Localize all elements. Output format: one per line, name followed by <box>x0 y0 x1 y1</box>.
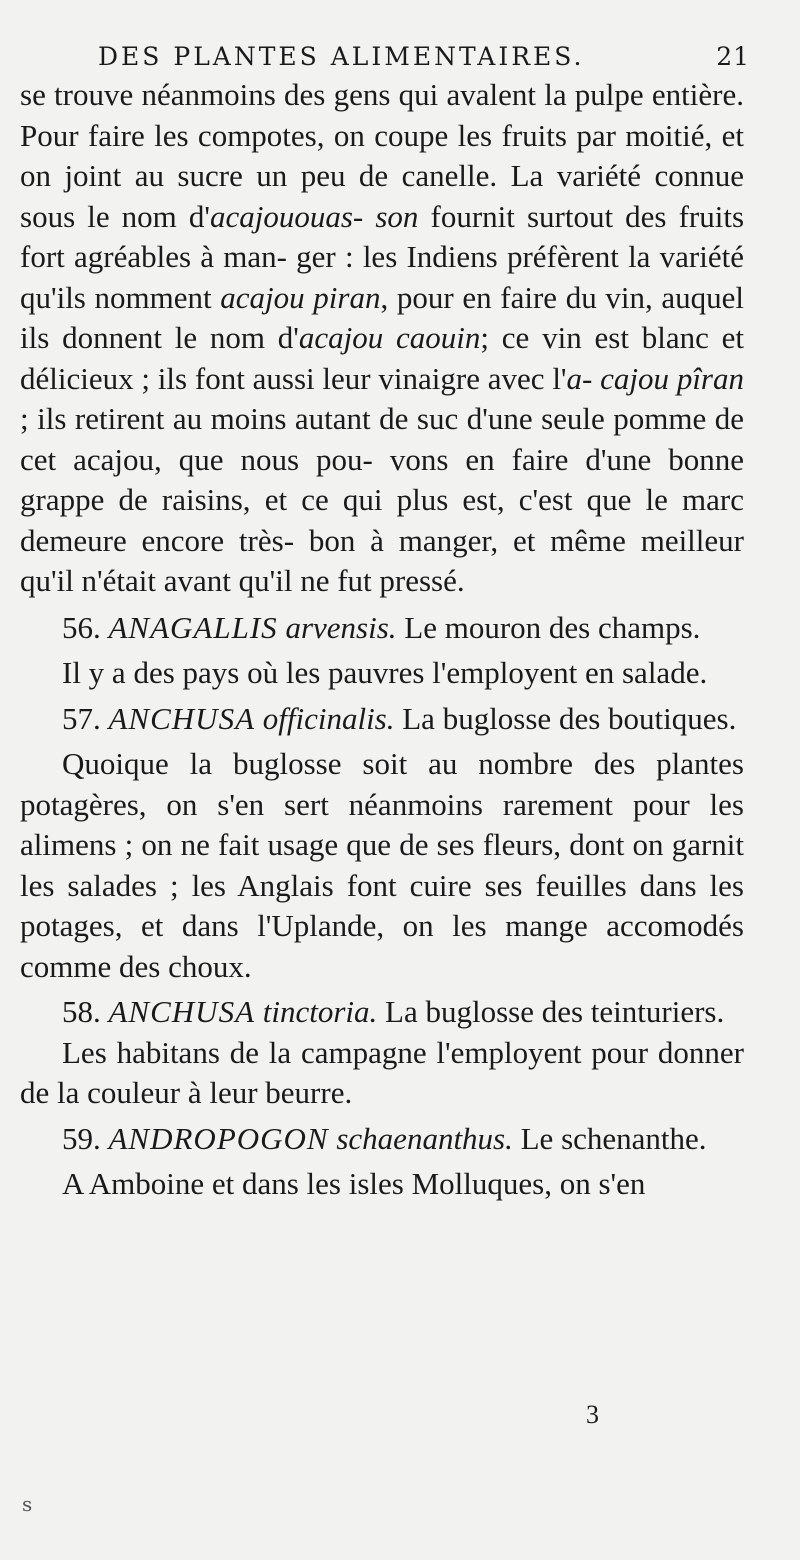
entry-common-name: La buglosse des boutiques. <box>394 700 737 736</box>
text-line: , pour en faire du vin, auquel ils <box>20 279 744 355</box>
entry-species: schaenanthus. <box>336 1120 513 1156</box>
stray-mark: s <box>22 1492 33 1516</box>
page-body <box>20 75 744 1205</box>
text-line: se trouve néanmoins des gens qui avalent la pulpe <box>20 77 644 112</box>
text-line: fournit surtout des fruits fort agréables à man- <box>20 198 745 274</box>
entry-body-57: Quoique la buglosse soit au nombre des plantes potagères, on s'en sert néanmoins rarement pour les alimens ; on ne fait usage que de ses fleurs, dont on garnit les salades ; les Anglais font cuire ses feuilles dans les potages, et dans l'Uplande, on les mange accomodés comme des choux. <box>20 746 744 984</box>
entry-common-name: Le mouron des champs. <box>396 609 701 645</box>
entry-heading-58 <box>20 992 744 1033</box>
entry-number: 57. <box>62 700 101 736</box>
entry-species: officinalis. <box>262 700 395 736</box>
text-line: qui plus est, c'est que le marc demeure encore très- <box>20 482 745 558</box>
text-line: qu'il ne fut pressé. <box>238 563 465 598</box>
entry-heading-57 <box>20 699 744 740</box>
continued-paragraph <box>20 75 744 602</box>
entry-heading-59 <box>20 1119 744 1160</box>
entry-common-name: Le schenanthe. <box>512 1120 707 1156</box>
signature-mark: 3 <box>586 1400 599 1429</box>
entry-genus: ANAGALLIS <box>108 609 278 645</box>
text-line: et délicieux ; ils font aussi leur vinaigre avec l' <box>20 320 744 396</box>
entry-heading-56 <box>20 608 744 649</box>
text-line: ; ils retirent au moins autant de suc <box>20 401 459 436</box>
entry-species: arvensis. <box>285 609 397 645</box>
italic-term: a- <box>566 360 593 396</box>
entry-genus: ANDROPOGON <box>108 1120 329 1156</box>
running-head <box>98 42 750 71</box>
text-line: entière. Pour faire les compotes, on coupe les <box>20 77 744 153</box>
entry-body-56: Il y a des pays où les pauvres l'employent en salade. <box>62 655 708 690</box>
entry-number: 58. <box>62 994 101 1029</box>
text-line: fruits par moitié, et on joint au sucre un peu de <box>20 117 745 193</box>
italic-term: cajou pîran <box>600 360 744 396</box>
entry-body-58: Les habitans de la campagne l'employent pour donner de la couleur à leur beurre. <box>20 1034 744 1110</box>
text-line: ger : les Indiens préfèrent la variété qu'ils nomment <box>20 239 744 315</box>
entry-genus: ANCHUSA <box>108 700 255 736</box>
text-line: d'une seule pomme de cet acajou, que nous pou- <box>20 401 744 477</box>
text-line: vons en faire d'une bonne grappe de raisins, et ce <box>20 441 744 517</box>
italic-term: acajou piran <box>220 279 381 315</box>
text-line: ; ce vin est blanc <box>480 320 709 355</box>
text-line: canelle. La variété connue sous le nom d' <box>20 158 745 234</box>
italic-term: son <box>375 198 419 234</box>
italic-term: acajououas- <box>209 198 364 234</box>
running-title: DES PLANTES ALIMENTAIRES. <box>98 42 585 71</box>
entry-number: 59. <box>62 1120 101 1156</box>
entry-body-59: A Amboine et dans les isles Molluques, on s'en <box>62 1166 646 1201</box>
entry-genus: ANCHUSA <box>108 994 255 1029</box>
entry-species: tinctoria. <box>262 994 378 1029</box>
page-number: 21 <box>716 42 750 71</box>
text-line: bon à manger, et même meilleur qu'il n'était avant <box>20 522 744 598</box>
text-line: donnent le nom d' <box>62 320 299 355</box>
entry-common-name: La buglosse des teinturiers. <box>377 994 725 1029</box>
entry-number: 56. <box>62 609 101 645</box>
italic-term: acajou caouin <box>298 320 481 355</box>
